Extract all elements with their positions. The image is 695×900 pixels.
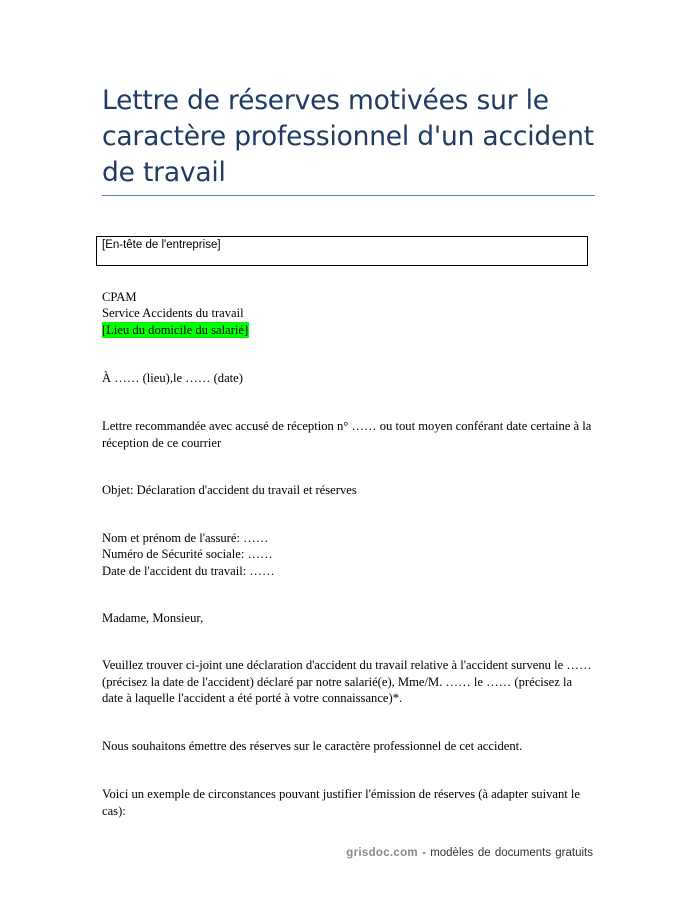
title-line-3: de travail	[102, 157, 226, 188]
paragraph-reserves: Nous souhaitons émettre des réserves sur le caractère professionnel de cet accident.	[102, 739, 523, 753]
title-divider	[102, 195, 595, 196]
paragraph-example: Voici un exemple de circonstances pouvant justifier l'émission de réserves (à adapter suivant le cas):	[102, 787, 580, 818]
footer-brand-link[interactable]: grisdoc.com	[346, 847, 418, 859]
document-title	[102, 83, 592, 191]
recipient-address	[102, 322, 249, 339]
place-date-line: À …… (lieu),le …… (date)	[102, 371, 243, 385]
salutation: Madame, Monsieur,	[102, 611, 204, 625]
registered-mail-paragraph: Lettre recommandée avec accusé de réception n° …… ou tout moyen conférant date certaine à la réception de ce courrier	[102, 419, 592, 450]
recipient-line-1: CPAM	[102, 290, 137, 304]
insured-social-security: Numéro de Sécurité sociale: ……	[102, 547, 273, 561]
letterhead-placeholder: [En-tête de l'entreprise]	[102, 239, 221, 251]
letterhead-box	[96, 236, 588, 266]
paragraph-declaration: Veuillez trouver ci-joint une déclaration d'accident du travail relative à l'accident survenu le …… (précisez la date de l'accident) déclaré par notre salarié(e), Mme/M. …… le …… (précisez la date à laquelle l'accident a été porté à votre connaissance)*.	[102, 658, 592, 705]
subject-line: Objet: Déclaration d'accident du travail et réserves	[102, 483, 357, 497]
accident-date: Date de l'accident du travail: ……	[102, 564, 275, 578]
footer-tagline: - modèles de documents gratuits	[417, 847, 593, 859]
highlighted-placeholder: [Lieu du domicile du salarié]	[102, 323, 249, 337]
title-line-1: Lettre de réserves motivées sur le	[102, 85, 549, 116]
title-line-2: caractère professionnel d'un accident	[102, 121, 594, 152]
insured-name: Nom et prénom de l'assuré: ……	[102, 531, 269, 545]
footer	[346, 847, 593, 859]
recipient-line-2: Service Accidents du travail	[102, 306, 244, 320]
